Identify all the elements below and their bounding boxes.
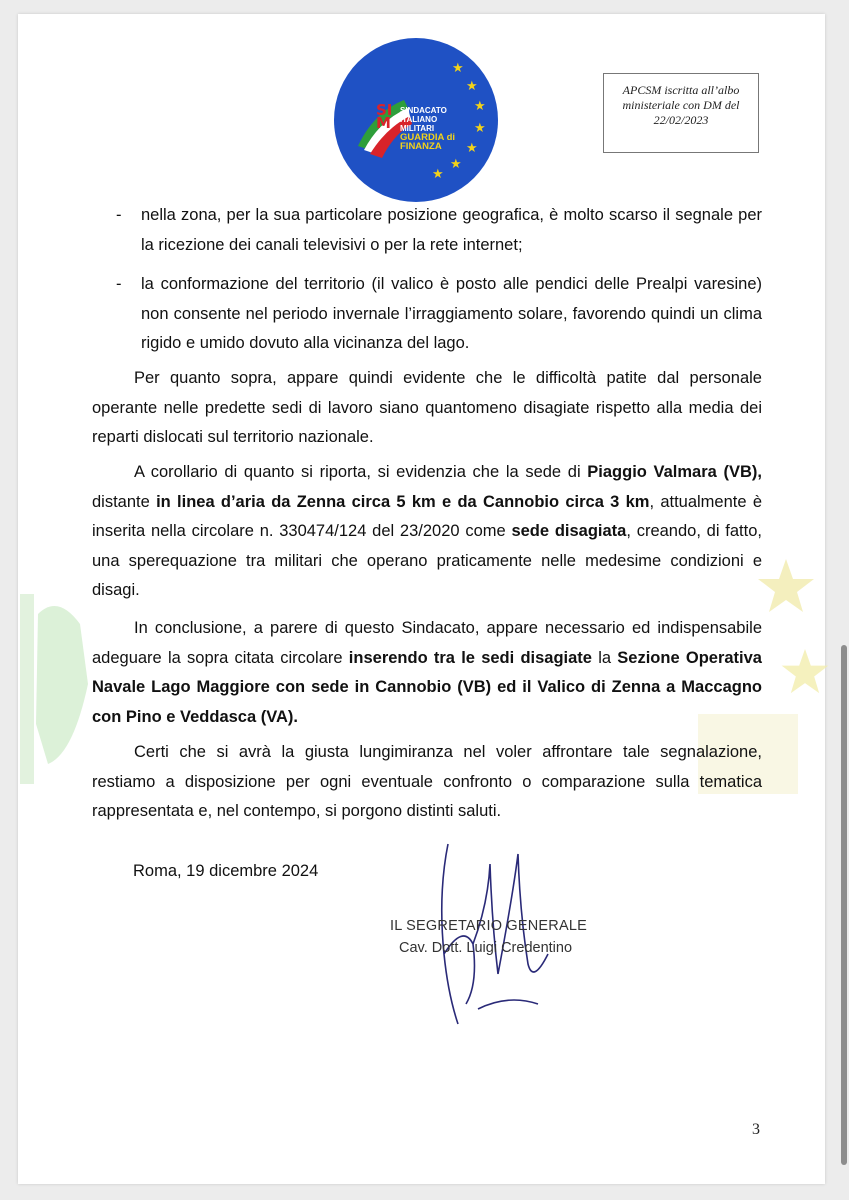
p3-text: In conclusione, a parere di questo Sindacato, appare necessario ed indispensabile adeguare la sopra citata circolare xyxy=(92,619,762,667)
paragraph-2 xyxy=(92,458,762,606)
page-number: 3 xyxy=(752,1121,760,1138)
p3-bold: inserendo tra le sedi disagiate xyxy=(348,648,592,667)
svg-text:★: ★ xyxy=(452,61,464,76)
date-line: Roma, 19 dicembre 2024 xyxy=(133,862,319,880)
logo-line1: SINDACATO xyxy=(400,106,447,115)
logo-line3: MILITARI xyxy=(400,124,435,133)
p3-text: la xyxy=(591,648,618,667)
paragraph-3 xyxy=(92,614,762,732)
p3-bold: Sezione Operativa Navale Lago Maggiore con sede in Cannobio (VB) ed il Valico di Zenna a Maccagno con Pino e Veddasca (VA). xyxy=(92,648,762,726)
p2-text: distante xyxy=(92,492,157,511)
p2-bold: in linea d’aria da Zenna circa 5 km e da Cannobio circa 3 km xyxy=(156,492,650,511)
bullet-marker: - xyxy=(116,275,122,293)
logo-line4: GUARDIA di FINANZA xyxy=(400,132,456,152)
p2-bold: sede disagiata xyxy=(511,522,627,540)
stamp-line1: APCSM iscritta all’albo xyxy=(622,83,740,97)
logo-mark: SIM xyxy=(376,101,393,132)
svg-text:★: ★ xyxy=(474,99,486,114)
signatory-name: Cav. Dott. Luigi Credentino xyxy=(399,940,573,956)
stamp-line2: ministeriale con DM del xyxy=(622,98,740,112)
bullet-text: la conformazione del territorio (il valico è posto alle pendici delle Prealpi varesine) non consente nel periodo invernale l’irraggiamento solare, favorendo quindi un clima rigido e umido dovuto alla vicinanza del lago. xyxy=(141,275,762,352)
watermark-star-icon xyxy=(756,554,816,624)
document-page xyxy=(18,14,825,1184)
bullet-marker: - xyxy=(116,206,122,224)
svg-text:★: ★ xyxy=(466,141,478,156)
bullet-text: nella zona, per la sua particolare posizione geografica, è molto scarso il segnale per la ricezione dei canali televisivi o per la rete internet; xyxy=(141,206,762,254)
watermark-star-icon xyxy=(780,644,830,704)
union-logo xyxy=(334,38,498,202)
scrollbar[interactable] xyxy=(841,645,847,1165)
p2-text: , attualmente è inserita nella circolare n. 330474/124 del 23/2020 come xyxy=(92,492,762,540)
signatory-title: IL SEGRETARIO GENERALE xyxy=(390,918,587,934)
registration-stamp xyxy=(603,73,759,153)
p2-text: , creando, di fatto, una sperequazione tra militari che operano praticamente nelle medesime condizioni e disagi. xyxy=(92,522,762,599)
svg-text:★: ★ xyxy=(450,157,462,172)
paragraph-1: Per quanto sopra, appare quindi evidente che le difficoltà patite dal personale operante nelle predette sedi di lavoro siano quantomeno disagiate rispetto alla media dei reparti dislocati sul territorio nazionale. xyxy=(92,369,762,446)
svg-text:★: ★ xyxy=(466,79,478,94)
svg-text:★: ★ xyxy=(474,121,486,136)
stamp-line3: 22/02/2023 xyxy=(653,113,709,127)
logo-line2: ITALIANO xyxy=(400,115,438,124)
p2-text: A corollario di quanto si riporta, si evidenzia che la sede di xyxy=(134,463,588,481)
handwritten-signature xyxy=(418,834,568,1034)
p2-bold: Piaggio Valmara (VB), xyxy=(587,463,762,481)
paragraph-4: Certi che si avrà la giusta lungimiranza nel voler affrontare tale segnalazione, restiamo a disposizione per ogni eventuale confronto o comparazione sulla tematica rappresentata e, nel contempo, si porgono distinti saluti. xyxy=(92,743,762,820)
svg-text:★: ★ xyxy=(432,167,444,182)
